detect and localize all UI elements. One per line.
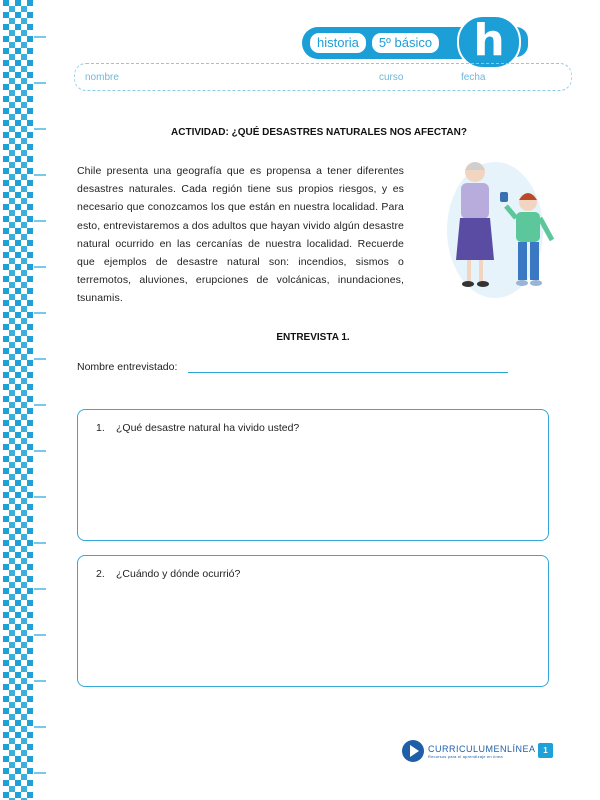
course-field-label[interactable]: curso: [379, 72, 404, 83]
microphone-icon: [500, 192, 508, 202]
decorative-checker-border-offset: [0, 6, 36, 800]
interview-illustration: [440, 150, 560, 300]
activity-title: ACTIVIDAD: ¿QUÉ DESASTRES NATURALES NOS AFECTAN?: [171, 127, 467, 138]
question-1: [96, 422, 299, 434]
name-field-label[interactable]: nombre: [85, 72, 119, 83]
activity-intro-paragraph: Chile presenta una geografía que es propensa a tener diferentes desastres naturales. Cada región tiene sus propios riesgos, y es necesario que conozcamos los que están en nuestra localidad. Para esto, entrevistaremos a dos adultos que hayan vivido algún desastre natural ocurrido en las cercanías de nuestra localidad. Recuerde que ejemplos de desastre natural son: incendios, sismos o terremotos, aluviones, erupciones de volcánicas, inundaciones, tsunamis.: [77, 165, 404, 305]
grade-pill: 5º básico: [372, 33, 439, 53]
logo-text: CURRICULUMENLÍNEA: [428, 743, 536, 754]
play-arrow-logo-icon: [402, 740, 424, 762]
subject-pill: historia: [310, 33, 366, 53]
logo-subtext: Recursos para el aprendizaje en línea: [428, 753, 503, 759]
question-box-2[interactable]: [77, 555, 549, 687]
interviewee-name-label: Nombre entrevistado:: [77, 361, 178, 373]
question-box-1[interactable]: [77, 409, 549, 541]
question-1-number: 1.: [96, 422, 105, 434]
subject-letter-badge: h: [457, 15, 521, 69]
date-field-label[interactable]: fecha: [461, 72, 486, 83]
decorative-border-ticks: [34, 0, 46, 800]
page-number-badge: 1: [538, 743, 553, 758]
question-2: [96, 568, 240, 580]
interview-title: ENTREVISTA 1.: [276, 332, 350, 343]
question-1-text: ¿Qué desastre natural ha vivido usted?: [116, 422, 300, 434]
interviewee-name-input-line[interactable]: [188, 372, 508, 373]
curriculum-en-linea-logo: [402, 740, 536, 762]
student-info-fields: [74, 63, 572, 91]
question-2-text: ¿Cuándo y dónde ocurrió?: [116, 568, 241, 580]
question-2-number: 2.: [96, 568, 105, 580]
